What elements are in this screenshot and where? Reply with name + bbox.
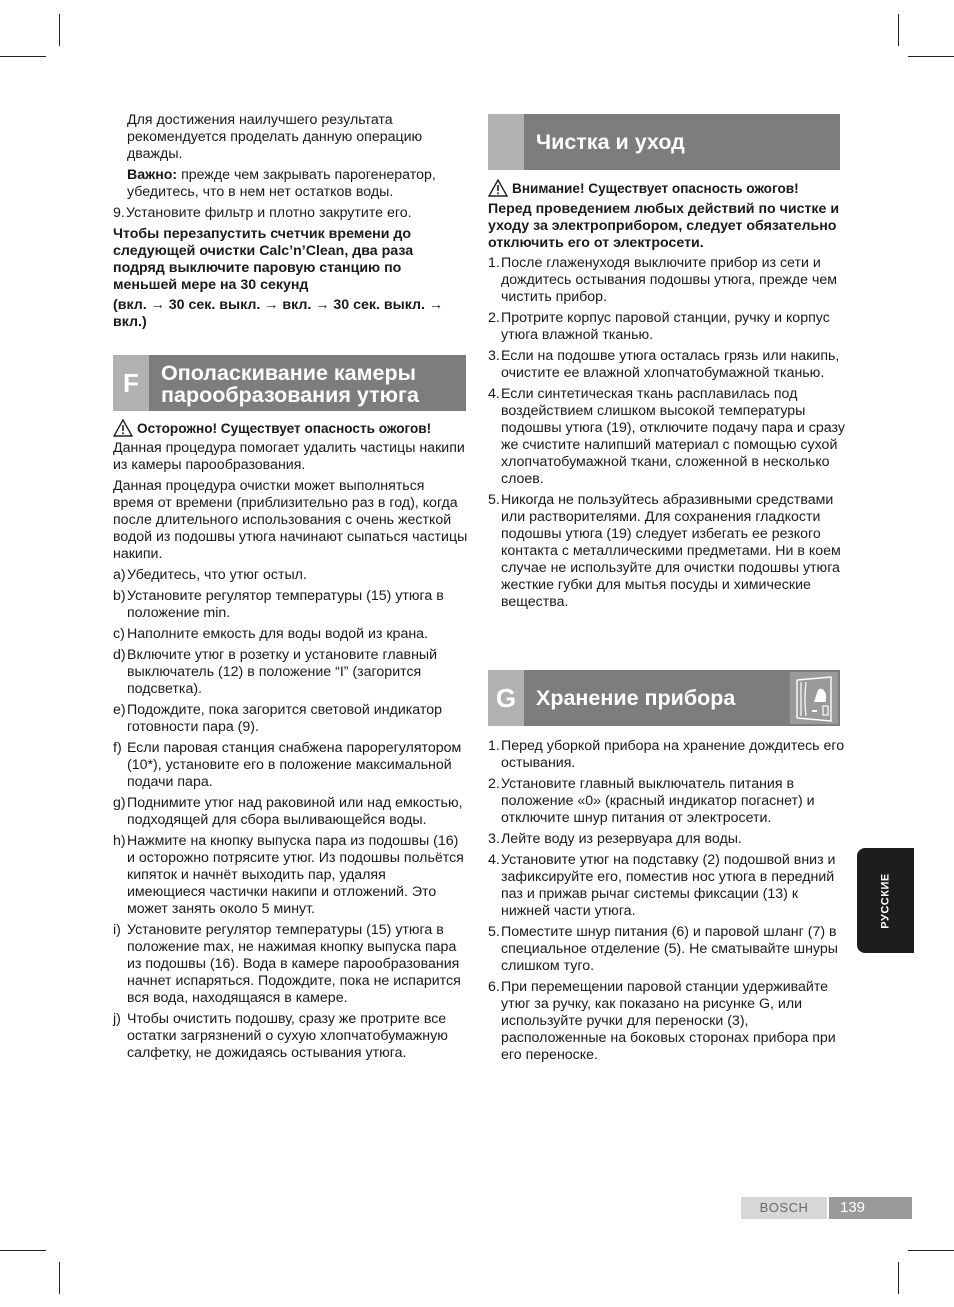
care-title: Чистка и уход — [536, 130, 685, 154]
list-item — [488, 386, 846, 488]
list-item-text: Протрите корпус паровой станции, ручку и корпус утюга влажной тканью. — [501, 310, 830, 343]
list-item — [488, 831, 846, 848]
list-item — [113, 626, 468, 643]
list-item-number: j) — [113, 1011, 121, 1027]
section-g-steps — [488, 738, 846, 1064]
list-item-text: Лейте воду из резервуара для воды. — [501, 831, 742, 847]
list-item-number: a) — [113, 567, 126, 583]
section-letter-blank — [488, 114, 524, 170]
list-item-text: Установите утюг на подставку (2) подошвой вниз и зафиксируйте его, поместив нос утюга в передний паз и прижав рычаг системы фиксации (13) к нижней части утюга. — [501, 852, 836, 919]
list-item — [488, 310, 846, 344]
power-cycle-sequence: (вкл. → 30 сек. выкл. → вкл. → 30 сек. выкл. → вкл.) — [113, 297, 444, 330]
page-number: 139 — [829, 1197, 912, 1219]
list-item — [113, 833, 468, 918]
list-item — [113, 647, 468, 698]
list-item-number: e) — [113, 702, 126, 718]
list-item-text: Наполните емкость для воды водой из крана. — [127, 626, 429, 642]
list-item — [488, 924, 846, 975]
list-item-text: Чтобы очистить подошву, сразу же протрите все остатки загрязнений о сухую хлопчатобумажную салфетку, не дожидаясь остывания утюга. — [127, 1011, 448, 1061]
list-item-text: Подождите, пока загорится световой индикатор готовности пара (9). — [127, 702, 442, 735]
list-item-number: 5. — [488, 492, 500, 508]
list-item-text: Если паровая станция снабжена парорегулятором (10*), установите его в положение максимальной подачи пара. — [127, 740, 462, 790]
section-f-paragraph: Данная процедура очистки может выполняться время от времени (приблизительно раз в год), когда после длительного использования с очень жесткой водой из подошвы утюга начинают сыпаться частицы накипи. — [113, 478, 468, 562]
list-item-text: Никогда не пользуйтесь абразивными средствами или растворителями. Для сохранения гладкости подошвы утюга (19) следует избегать ее резкого контакта с металлическими предметами. Ни в коем случае не используйте для очистки подошвы утюга жесткие губки для мытья посуды и химические вещества. — [501, 492, 841, 610]
important-text: прежде чем закрывать парогенератор, убедитесь, что в нем нет остатков воды. — [127, 167, 436, 200]
burn-warning: Осторожно! Существует опасность ожогов! — [113, 420, 468, 437]
language-tab: РУССКИЕ — [857, 848, 914, 953]
section-g-body — [488, 734, 846, 1064]
crop-mark — [908, 56, 954, 57]
list-item-number: 5. — [488, 924, 500, 940]
list-item-number: 2. — [488, 776, 500, 792]
list-item — [113, 740, 468, 791]
list-item-number: g) — [113, 795, 126, 811]
list-item-number: f) — [113, 740, 122, 756]
list-item-number: 6. — [488, 979, 500, 995]
intro-paragraph: Для достижения наилучшего результата рекомендуется проделать данную операцию дважды. — [127, 112, 423, 162]
list-item-number: 4. — [488, 852, 500, 868]
crop-mark — [0, 1250, 46, 1251]
list-item-number: b) — [113, 588, 126, 604]
section-letter-f: F — [113, 355, 149, 411]
list-item — [488, 738, 846, 772]
list-item — [113, 1011, 468, 1062]
list-item-text: Нажмите на кнопку выпуска пара из подошвы (16) и осторожно потрясите утюг. Из подошвы польётся кипяток и начнёт выходить пар, удаляя имеющиеся частички накипи и отложений. Это может занять около 5 минут. — [127, 833, 464, 917]
brand-label: BOSCH — [741, 1197, 827, 1219]
crop-mark — [0, 56, 46, 57]
list-item — [113, 702, 468, 736]
list-item-text: Установите регулятор температуры (15) утюга в положение max, не нажимая кнопку выпуска пара из подошвы (16). Вода в камере парообразования начнет испаряться. Подождите, пока не испарится вся вода, находящаяся в камере. — [127, 922, 461, 1006]
care-header — [488, 114, 840, 170]
section-letter-g: G — [488, 670, 524, 726]
section-f-body — [113, 420, 468, 1062]
crop-mark — [898, 1262, 899, 1294]
list-item — [488, 348, 846, 382]
warning-icon — [488, 179, 508, 197]
list-item-number: 2. — [488, 310, 500, 326]
list-item-number: 4. — [488, 386, 500, 402]
list-item-text: Если синтетическая ткань расплавилась под воздействием слишком высокой температуры подошвы утюга (19), отключите подачу пара и сразу же счистите налипший материал с помощью сухой хлопчатобумажной ткани, сложенной в несколько слоев. — [501, 386, 845, 487]
section-g-title: Хранение прибора — [536, 686, 736, 710]
important-note — [113, 167, 468, 201]
list-item-text: Если на подошве утюга осталась грязь или накипь, очистите ее влажной хлопчатобумажной тканью. — [501, 348, 840, 381]
list-item-text: Установите регулятор температуры (15) утюга в положение min. — [127, 588, 444, 621]
care-important-note: Перед проведением любых действий по чистке и уходу за электроприбором, следует обязательно отключить его от электросети. — [488, 201, 840, 251]
list-item-number: i) — [113, 922, 121, 938]
list-item-text: Поместите шнур питания (6) и паровой шланг (7) в специальное отделение (5). Не сматывайте шнуры слишком туго. — [501, 924, 838, 974]
important-label: Важно: — [127, 167, 178, 183]
section-f-header — [113, 355, 466, 411]
step-text: Установите фильтр и плотно закрутите его. — [126, 205, 412, 221]
left-intro — [113, 112, 468, 331]
crop-mark — [908, 1250, 954, 1251]
list-item-text: При перемещении паровой станции удерживайте утюг за ручку, как показано на рисунке G, или используйте ручки для переноски (3), расположенные на боковых сторонах прибора при его переноске. — [501, 979, 836, 1063]
list-item-number: d) — [113, 647, 126, 663]
list-item-text: Поднимите утюг над раковиной или над емкостью, подходящей для сбора выливающейся воды. — [127, 795, 463, 828]
section-g-header — [488, 670, 840, 726]
list-item-text: Установите главный выключатель питания в положение «0» (красный индикатор погаснет) и отключите шнур питания от электросети. — [501, 776, 815, 826]
list-item-number: 1. — [488, 738, 500, 754]
warning-icon — [113, 419, 133, 437]
care-steps — [488, 255, 846, 611]
crop-mark — [59, 14, 60, 46]
step-number: 9. — [113, 205, 125, 221]
list-item — [488, 776, 846, 827]
list-item-number: 1. — [488, 255, 500, 271]
list-item — [113, 795, 468, 829]
list-item-number: 3. — [488, 831, 500, 847]
list-item-text: После глаженуходя выключите прибор из сети и дождитесь остывания подошвы утюга, прежде чем чистить прибор. — [501, 255, 837, 305]
storage-illustration-icon — [790, 672, 838, 724]
list-item-text: Убедитесь, что утюг остыл. — [127, 567, 307, 583]
list-item — [113, 588, 468, 622]
list-item — [488, 979, 846, 1064]
list-item-number: c) — [113, 626, 125, 642]
care-body — [488, 180, 846, 611]
crop-mark — [59, 1262, 60, 1294]
list-item — [488, 492, 846, 611]
list-item — [113, 567, 468, 584]
list-item — [488, 852, 846, 920]
step-9 — [113, 205, 468, 222]
section-f-title: Ополаскивание камеры парообразования утюга — [161, 361, 419, 407]
list-item-number: 3. — [488, 348, 500, 364]
reset-counter-note: Чтобы перезапустить счетчик времени до следующей очистки Calc’n’Clean, два раза подряд выключите паровую станцию по меньшей мере на 30 секунд — [113, 226, 414, 293]
list-item-number: h) — [113, 833, 126, 849]
list-item — [113, 922, 468, 1007]
list-item-text: Включите утюг в розетку и установите главный выключатель (12) в положение “I” (загорится подсветка). — [127, 647, 438, 697]
list-item — [488, 255, 846, 306]
section-f-steps — [113, 567, 468, 1062]
list-item-text: Перед уборкой прибора на хранение дождитесь его остывания. — [501, 738, 845, 771]
section-f-paragraph: Данная процедура помогает удалить частицы накипи из камеры парообразования. — [113, 440, 465, 473]
crop-mark — [898, 14, 899, 46]
burn-warning: Внимание! Существует опасность ожогов! — [488, 180, 846, 197]
